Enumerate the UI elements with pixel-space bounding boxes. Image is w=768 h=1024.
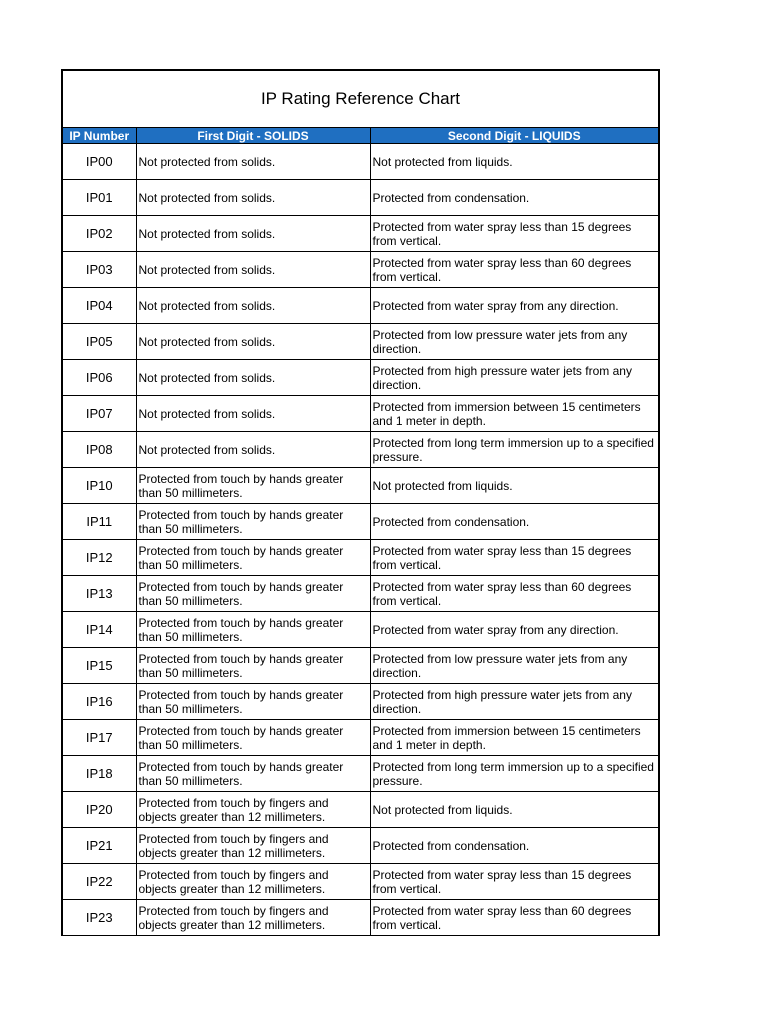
table-row [62,756,659,792]
ip-rating-table [61,69,660,936]
liquids-cell: Protected from immersion between 15 centimeters and 1 meter in depth. [370,720,659,756]
ip-number-cell: IP04 [62,288,136,324]
liquids-cell: Protected from water spray from any direction. [370,288,659,324]
ip-number-cell: IP22 [62,864,136,900]
ip-number-cell: IP21 [62,828,136,864]
solids-cell: Protected from touch by hands greater than 50 millimeters. [136,756,370,792]
liquids-cell: Protected from water spray less than 60 degrees from vertical. [370,900,659,936]
table-row [62,504,659,540]
liquids-cell: Protected from water spray less than 60 degrees from vertical. [370,576,659,612]
solids-cell: Not protected from solids. [136,180,370,216]
solids-cell: Protected from touch by fingers and objects greater than 12 millimeters. [136,864,370,900]
liquids-cell: Not protected from liquids. [370,468,659,504]
ip-number-cell: IP23 [62,900,136,936]
solids-cell: Protected from touch by hands greater than 50 millimeters. [136,576,370,612]
ip-number-cell: IP13 [62,576,136,612]
chart-title: IP Rating Reference Chart [62,70,659,128]
ip-number-cell: IP14 [62,612,136,648]
ip-number-cell: IP20 [62,792,136,828]
liquids-cell: Protected from long term immersion up to a specified pressure. [370,756,659,792]
ip-number-cell: IP10 [62,468,136,504]
ip-number-cell: IP08 [62,432,136,468]
solids-cell: Protected from touch by hands greater than 50 millimeters. [136,504,370,540]
solids-cell: Not protected from solids. [136,216,370,252]
ip-number-cell: IP02 [62,216,136,252]
solids-cell: Protected from touch by hands greater than 50 millimeters. [136,612,370,648]
liquids-cell: Not protected from liquids. [370,144,659,180]
solids-cell: Not protected from solids. [136,396,370,432]
ip-number-cell: IP06 [62,360,136,396]
solids-cell: Not protected from solids. [136,360,370,396]
ip-number-cell: IP16 [62,684,136,720]
liquids-cell: Protected from low pressure water jets from any direction. [370,324,659,360]
table-row [62,468,659,504]
liquids-cell: Protected from low pressure water jets from any direction. [370,648,659,684]
column-header-liquids: Second Digit - LIQUIDS [370,128,659,144]
solids-cell: Protected from touch by fingers and objects greater than 12 millimeters. [136,900,370,936]
solids-cell: Protected from touch by hands greater than 50 millimeters. [136,684,370,720]
ip-number-cell: IP00 [62,144,136,180]
column-header-ip-number: IP Number [62,128,136,144]
solids-cell: Protected from touch by hands greater than 50 millimeters. [136,468,370,504]
table-row [62,216,659,252]
table-row [62,540,659,576]
liquids-cell: Protected from water spray from any direction. [370,612,659,648]
table-row [62,648,659,684]
table-row [62,180,659,216]
solids-cell: Protected from touch by hands greater than 50 millimeters. [136,648,370,684]
liquids-cell: Not protected from liquids. [370,792,659,828]
ip-number-cell: IP12 [62,540,136,576]
ip-number-cell: IP07 [62,396,136,432]
table-body [62,144,659,936]
liquids-cell: Protected from long term immersion up to a specified pressure. [370,432,659,468]
liquids-cell: Protected from water spray less than 60 degrees from vertical. [370,252,659,288]
solids-cell: Protected from touch by fingers and objects greater than 12 millimeters. [136,792,370,828]
table-row [62,576,659,612]
ip-number-cell: IP03 [62,252,136,288]
table-row [62,864,659,900]
liquids-cell: Protected from water spray less than 15 degrees from vertical. [370,540,659,576]
table-row [62,360,659,396]
solids-cell: Protected from touch by hands greater than 50 millimeters. [136,540,370,576]
liquids-cell: Protected from high pressure water jets from any direction. [370,684,659,720]
liquids-cell: Protected from condensation. [370,180,659,216]
ip-number-cell: IP15 [62,648,136,684]
liquids-cell: Protected from water spray less than 15 degrees from vertical. [370,864,659,900]
solids-cell: Not protected from solids. [136,324,370,360]
table-row [62,828,659,864]
solids-cell: Not protected from solids. [136,144,370,180]
liquids-cell: Protected from condensation. [370,828,659,864]
solids-cell: Protected from touch by fingers and objects greater than 12 millimeters. [136,828,370,864]
column-header-row [62,128,659,144]
table-row [62,684,659,720]
table-row [62,144,659,180]
solids-cell: Not protected from solids. [136,288,370,324]
table-row [62,324,659,360]
ip-number-cell: IP01 [62,180,136,216]
ip-number-cell: IP11 [62,504,136,540]
column-header-solids: First Digit - SOLIDS [136,128,370,144]
ip-number-cell: IP18 [62,756,136,792]
ip-number-cell: IP17 [62,720,136,756]
table-row [62,432,659,468]
table-row [62,792,659,828]
table-row [62,612,659,648]
table-row [62,252,659,288]
liquids-cell: Protected from water spray less than 15 degrees from vertical. [370,216,659,252]
table-row [62,288,659,324]
liquids-cell: Protected from condensation. [370,504,659,540]
liquids-cell: Protected from high pressure water jets from any direction. [370,360,659,396]
solids-cell: Protected from touch by hands greater than 50 millimeters. [136,720,370,756]
table-row [62,396,659,432]
liquids-cell: Protected from immersion between 15 centimeters and 1 meter in depth. [370,396,659,432]
solids-cell: Not protected from solids. [136,432,370,468]
table-row [62,900,659,936]
ip-number-cell: IP05 [62,324,136,360]
table-row [62,720,659,756]
solids-cell: Not protected from solids. [136,252,370,288]
